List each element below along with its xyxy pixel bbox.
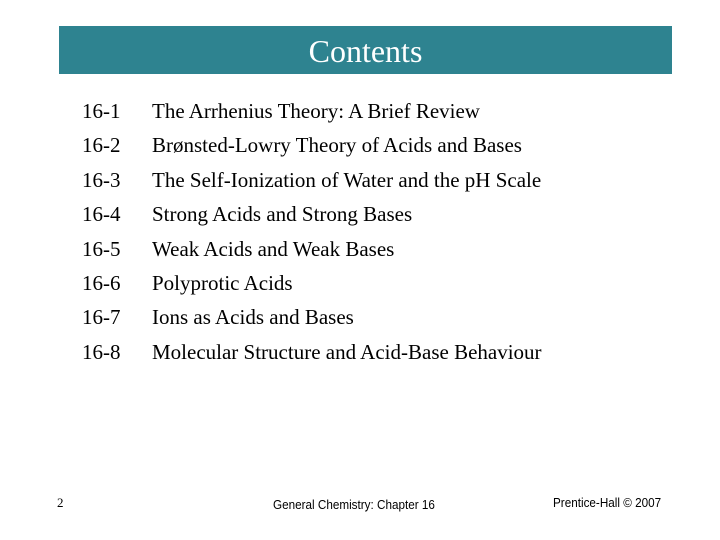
contents-item [0,335,720,369]
footer-copyright: Prentice-Hall © 2007 [553,495,662,510]
section-title: Ions as Acids and Bases [152,305,354,330]
section-number: 16-5 [82,236,121,261]
section-number: 16-1 [82,99,121,123]
section-number: 16-7 [82,305,121,330]
section-number: 16-4 [82,202,121,227]
page-number: 2 [57,495,64,510]
section-title: The Arrhenius Theory: A Brief Review [152,99,480,123]
section-number: 16-8 [82,339,121,364]
section-number: 16-2 [82,133,121,158]
section-number: 16-3 [82,167,121,192]
section-title: Weak Acids and Weak Bases [152,236,395,261]
footer-course: General Chemistry: Chapter 16 [273,497,435,512]
section-title: Molecular Structure and Acid-Base Behaviour [152,339,542,364]
contents-item [0,94,720,128]
slide-title: Contents [308,32,423,69]
section-title: Brønsted-Lowry Theory of Acids and Bases [152,133,522,158]
title-bar [59,26,672,74]
contents-item [0,163,720,197]
contents-item [0,266,720,300]
section-number: 16-6 [82,270,121,295]
contents-item [0,232,720,266]
contents-item [0,300,720,334]
section-title: Polyprotic Acids [152,270,293,295]
section-title: Strong Acids and Strong Bases [152,202,413,227]
section-title: The Self-Ionization of Water and the pH Scale [152,167,542,192]
contents-item [0,197,720,231]
contents-item [0,128,720,162]
contents-list [0,94,720,369]
